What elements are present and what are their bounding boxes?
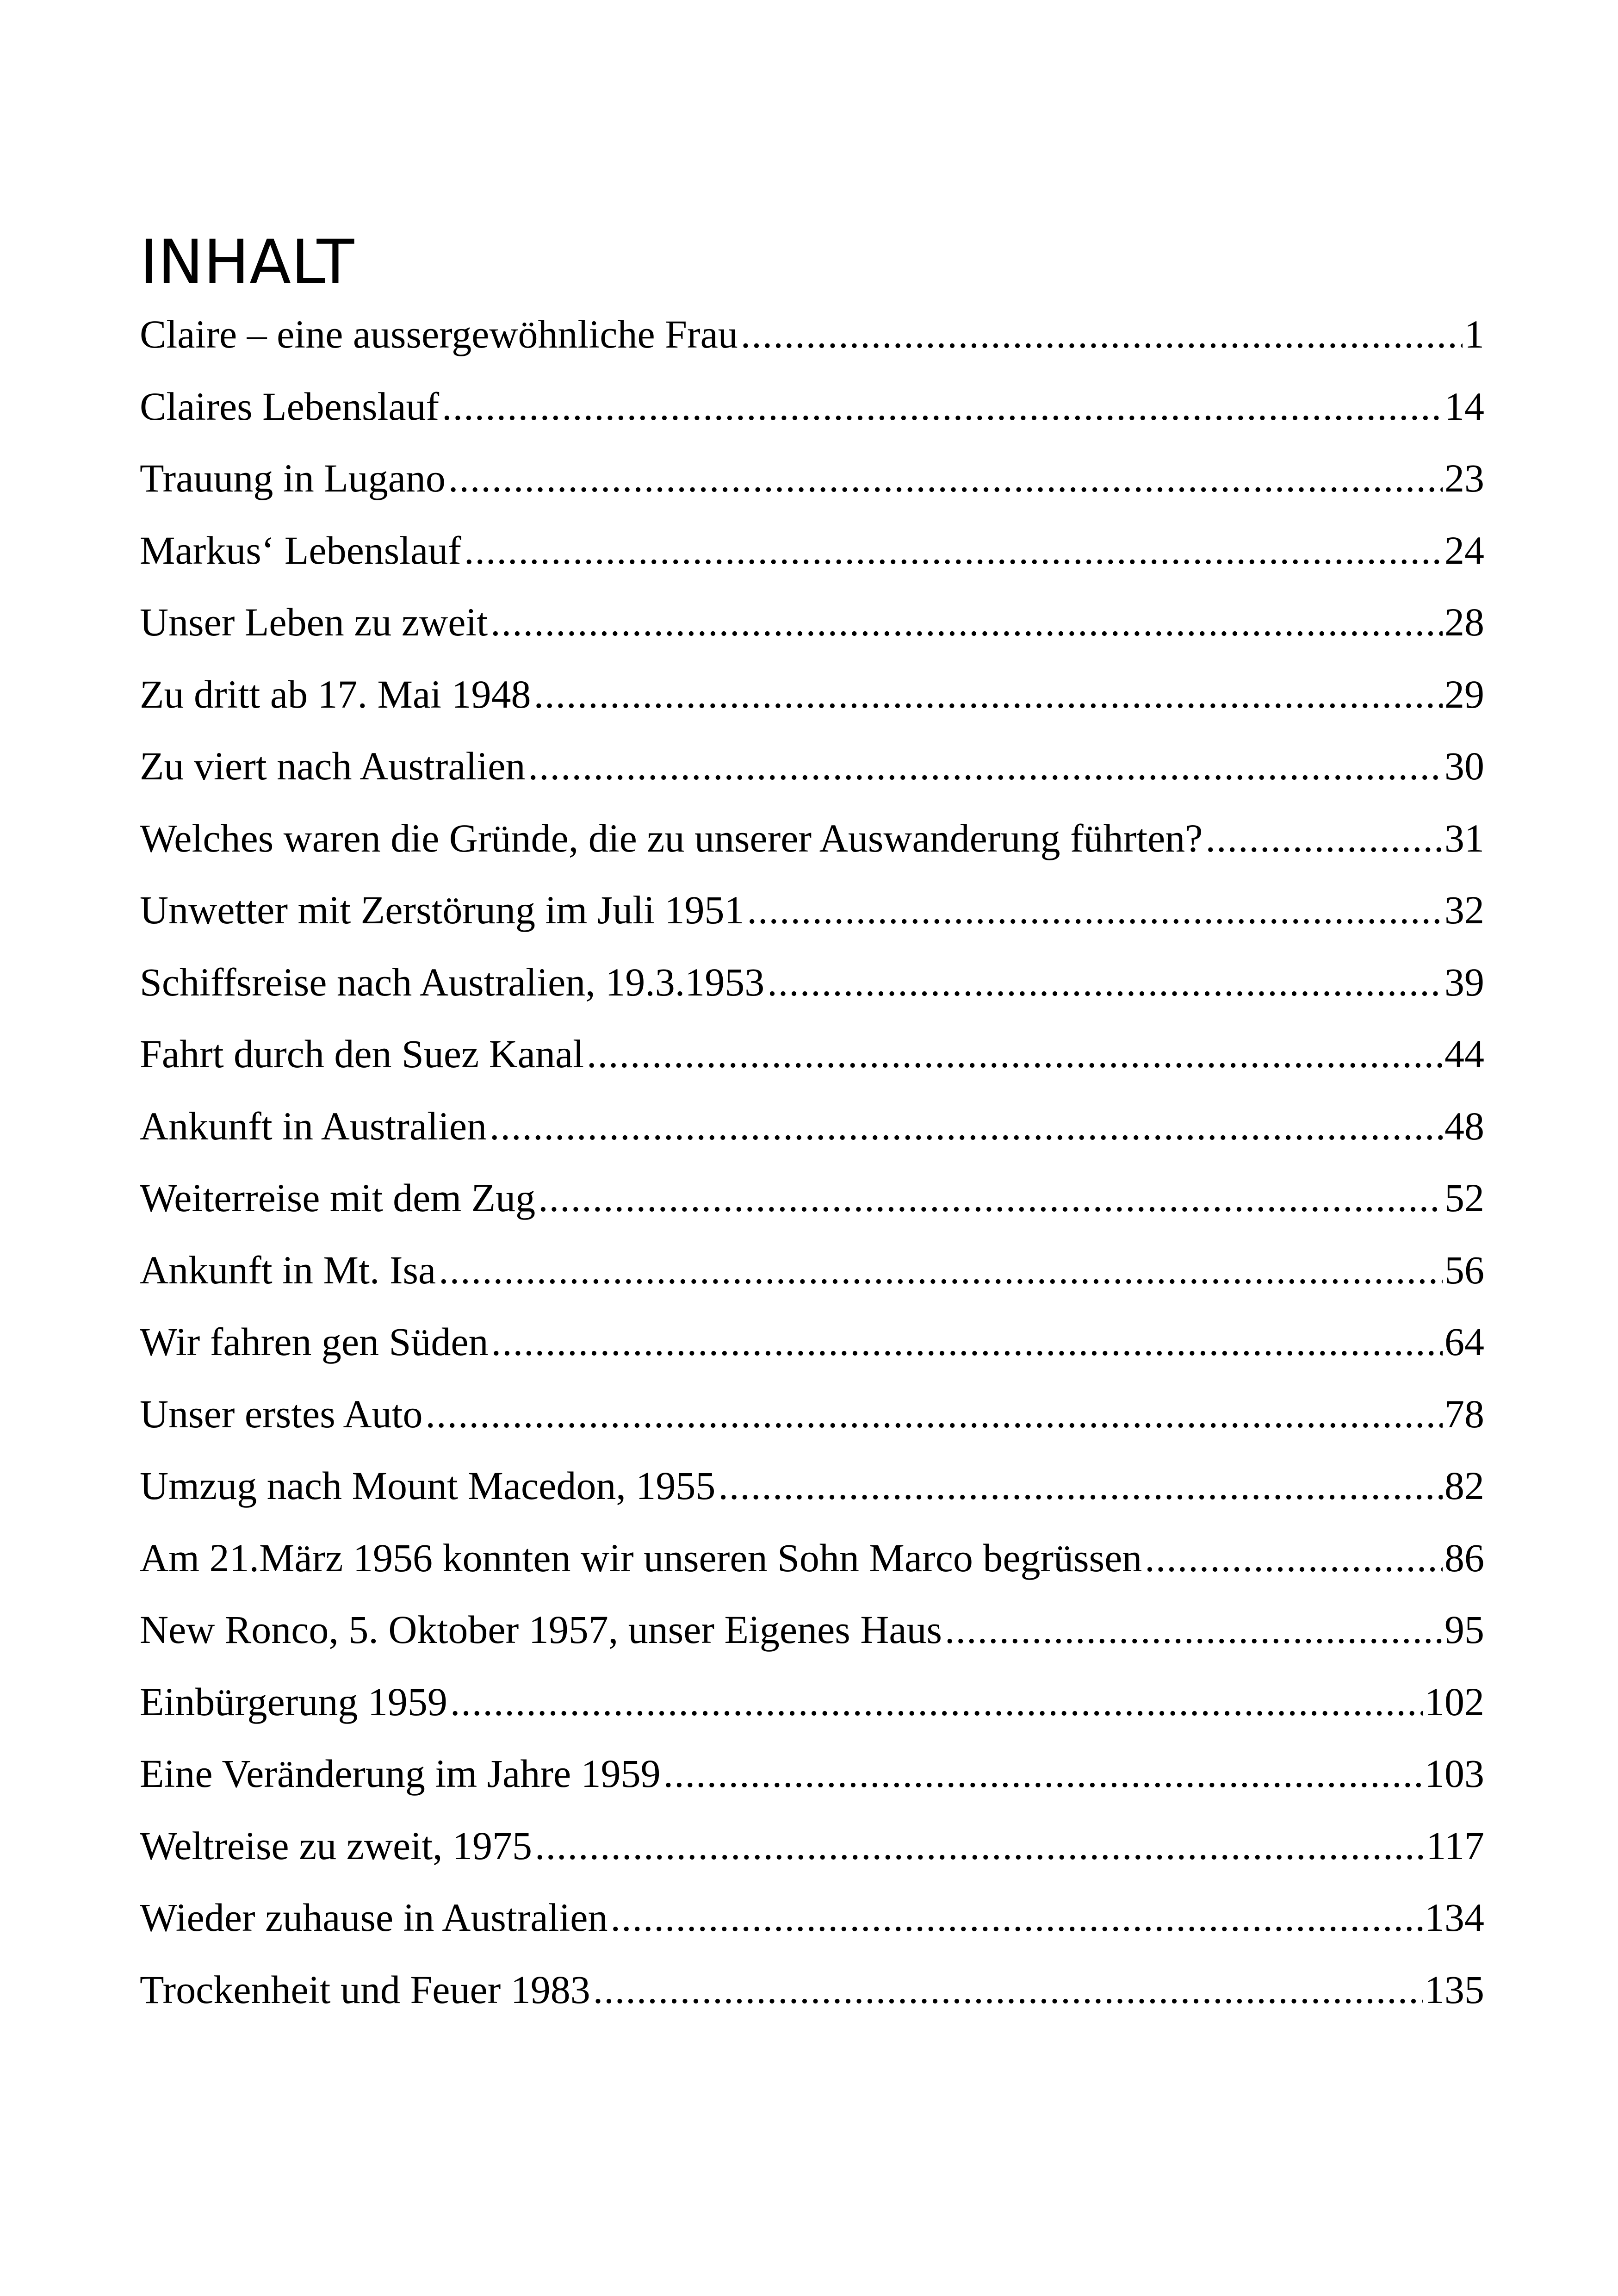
- toc-entry-page-number: 31: [1444, 815, 1484, 860]
- toc-entry[interactable]: [140, 1894, 1484, 1966]
- toc-entry-page-number: 39: [1444, 959, 1484, 1004]
- toc-entry-page-number: 64: [1444, 1319, 1484, 1364]
- toc-entry[interactable]: [140, 527, 1484, 599]
- toc-dot-leader: [439, 1247, 1443, 1293]
- toc-entry[interactable]: [140, 1750, 1484, 1823]
- table-of-contents: [140, 311, 1484, 2038]
- toc-entry[interactable]: [140, 383, 1484, 455]
- toc-entry-page-number: 29: [1444, 672, 1484, 716]
- toc-dot-leader: [1145, 1535, 1443, 1581]
- toc-entry-page-number: 1: [1464, 312, 1484, 356]
- toc-entry[interactable]: [140, 743, 1484, 815]
- toc-entry-page-number: 14: [1444, 384, 1484, 429]
- toc-entry-page-number: 102: [1425, 1679, 1484, 1724]
- toc-dot-leader: [587, 1031, 1443, 1077]
- toc-entry-page-number: 117: [1426, 1823, 1484, 1868]
- toc-entry-page-number: 32: [1444, 888, 1484, 932]
- toc-entry-title: Einbürgerung 1959: [140, 1679, 447, 1724]
- toc-entry[interactable]: [140, 1535, 1484, 1607]
- toc-entry-title: Markus‘ Lebenslauf: [140, 528, 461, 572]
- toc-dot-leader: [538, 1175, 1443, 1221]
- toc-dot-leader: [448, 455, 1443, 501]
- toc-entry-title: Fahrt durch den Suez Kanal: [140, 1032, 584, 1076]
- toc-dot-leader: [1205, 815, 1443, 861]
- toc-dot-leader: [490, 1103, 1443, 1149]
- toc-entry-page-number: 134: [1425, 1895, 1484, 1940]
- toc-entry-title: Weiterreise mit dem Zug: [140, 1176, 536, 1220]
- toc-entry[interactable]: [140, 1823, 1484, 1895]
- toc-entry[interactable]: [140, 1319, 1484, 1391]
- toc-dot-leader: [490, 599, 1443, 645]
- toc-entry[interactable]: [140, 1679, 1484, 1751]
- toc-dot-leader: [767, 959, 1443, 1005]
- toc-entry-page-number: 78: [1444, 1391, 1484, 1436]
- toc-entry-title: Umzug nach Mount Macedon, 1955: [140, 1463, 716, 1508]
- toc-dot-leader: [528, 743, 1443, 789]
- toc-entry-page-number: 135: [1425, 1967, 1484, 2012]
- toc-entry-title: Trauung in Lugano: [140, 456, 446, 500]
- toc-entry-page-number: 86: [1444, 1535, 1484, 1580]
- toc-entry-title: Ankunft in Australien: [140, 1103, 487, 1148]
- toc-entry-page-number: 24: [1444, 528, 1484, 572]
- toc-dot-leader: [442, 383, 1443, 429]
- toc-dot-leader: [491, 1319, 1443, 1365]
- toc-entry-title: Claire – eine aussergewöhnliche Frau: [140, 312, 738, 356]
- toc-entry-title: Unwetter mit Zerstörung im Juli 1951: [140, 888, 744, 932]
- toc-entry[interactable]: [140, 1247, 1484, 1319]
- toc-entry-title: Trockenheit und Feuer 1983: [140, 1967, 590, 2012]
- toc-entry-title: Unser Leben zu zweit: [140, 600, 488, 644]
- toc-entry-page-number: 82: [1444, 1463, 1484, 1508]
- toc-entry-title: Wieder zuhause in Australien: [140, 1895, 608, 1940]
- toc-entry[interactable]: [140, 311, 1484, 383]
- toc-entry-title: New Ronco, 5. Oktober 1957, unser Eigenes Haus: [140, 1607, 942, 1652]
- toc-entry-page-number: 23: [1444, 456, 1484, 500]
- toc-entry[interactable]: [140, 1966, 1484, 2039]
- toc-entry-title: Wir fahren gen Süden: [140, 1319, 489, 1364]
- toc-entry-page-number: 28: [1444, 600, 1484, 644]
- toc-dot-leader: [945, 1606, 1443, 1653]
- toc-entry[interactable]: [140, 1606, 1484, 1679]
- toc-dot-leader: [747, 887, 1443, 933]
- toc-entry-page-number: 44: [1444, 1032, 1484, 1076]
- toc-dot-leader: [464, 527, 1443, 573]
- toc-entry[interactable]: [140, 1391, 1484, 1463]
- toc-entry-page-number: 30: [1444, 744, 1484, 788]
- toc-entry[interactable]: [140, 455, 1484, 527]
- toc-entry-title: Eine Veränderung im Jahre 1959: [140, 1751, 661, 1796]
- toc-entry-page-number: 103: [1425, 1751, 1484, 1796]
- toc-entry-page-number: 52: [1444, 1176, 1484, 1220]
- toc-entry[interactable]: [140, 815, 1484, 887]
- toc-entry-title: Welches waren die Gründe, die zu unserer Auswanderung führten?: [140, 815, 1203, 860]
- toc-entry[interactable]: [140, 1103, 1484, 1175]
- toc-dot-leader: [535, 1823, 1424, 1869]
- toc-entry-title: Schiffsreise nach Australien, 19.3.1953: [140, 959, 765, 1004]
- toc-dot-leader: [610, 1894, 1423, 1941]
- toc-entry-page-number: 95: [1444, 1607, 1484, 1652]
- toc-dot-leader: [450, 1679, 1423, 1725]
- toc-entry-title: Ankunft in Mt. Isa: [140, 1247, 436, 1292]
- toc-heading: INHALT: [140, 227, 354, 298]
- toc-entry-page-number: 48: [1444, 1103, 1484, 1148]
- toc-entry-title: Weltreise zu zweit, 1975: [140, 1823, 532, 1868]
- toc-entry[interactable]: [140, 959, 1484, 1031]
- toc-entry-title: Claires Lebenslauf: [140, 384, 440, 429]
- toc-entry[interactable]: [140, 1462, 1484, 1535]
- toc-entry-title: Zu viert nach Australien: [140, 744, 526, 788]
- toc-dot-leader: [425, 1391, 1443, 1437]
- toc-dot-leader: [741, 311, 1463, 357]
- toc-dot-leader: [663, 1750, 1423, 1797]
- toc-dot-leader: [718, 1462, 1443, 1509]
- toc-entry[interactable]: [140, 1175, 1484, 1247]
- toc-entry[interactable]: [140, 671, 1484, 743]
- toc-entry-page-number: 56: [1444, 1247, 1484, 1292]
- toc-entry[interactable]: [140, 599, 1484, 671]
- toc-entry[interactable]: [140, 887, 1484, 959]
- toc-entry-title: Unser erstes Auto: [140, 1391, 423, 1436]
- toc-entry-title: Am 21.März 1956 konnten wir unseren Sohn Marco begrüssen: [140, 1535, 1142, 1580]
- toc-entry[interactable]: [140, 1031, 1484, 1103]
- toc-dot-leader: [593, 1966, 1423, 2013]
- toc-entry-title: Zu dritt ab 17. Mai 1948: [140, 672, 531, 716]
- toc-dot-leader: [534, 671, 1443, 717]
